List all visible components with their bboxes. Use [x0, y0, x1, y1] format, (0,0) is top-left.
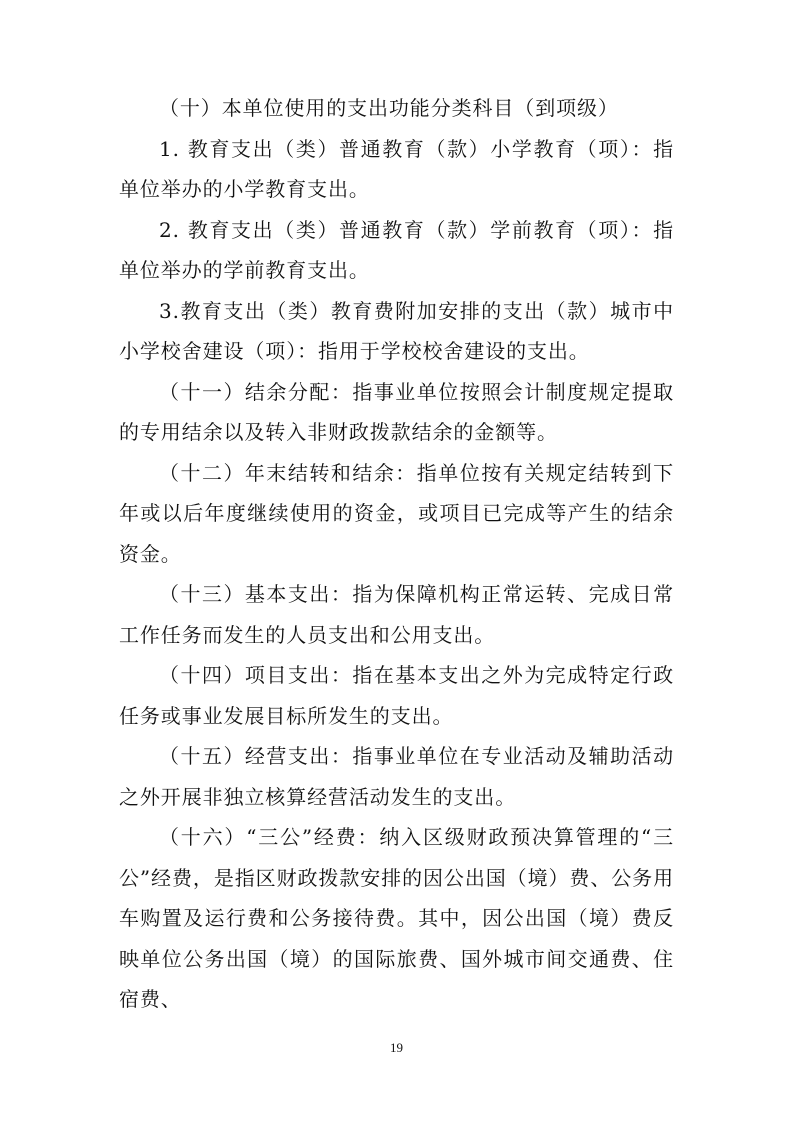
paragraph-12: （十二）年末结转和结余：指单位按有关规定结转到下年或以后年度继续使用的资金，或项目已完成等产生的结余资金。	[119, 460, 674, 566]
paragraph-14: （十四）项目支出：指在基本支出之外为完成特定行政任务或事业发展目标所发生的支出。	[119, 663, 674, 728]
paragraph-10: （十）本单位使用的支出功能分类科目（到项级）	[159, 96, 619, 120]
paragraph-13: （十三）基本支出：指为保障机构正常运转、完成日常工作任务而发生的人员支出和公用支出。	[119, 582, 674, 647]
paragraph-item-3: 3.教育支出（类）教育费附加安排的支出（款）城市中小学校舍建设（项）：指用于学校校舍建设的支出。	[119, 298, 674, 363]
paragraph-15: （十五）经营支出：指事业单位在专业活动及辅助活动之外开展非独立核算经营活动发生的支出。	[119, 744, 674, 809]
paragraph-16: （十六）“三公”经费：纳入区级财政预决算管理的“三公”经费，是指区财政拨款安排的因公出国（境）费、公务用车购置及运行费和公务接待费。其中，因公出国（境）费反映单位公务出国（境）的国际旅费、国外城市间交通费、住宿费、	[119, 825, 674, 1011]
paragraph-item-2: 2. 教育支出（类）普通教育（款）学前教育（项）：指单位举办的学前教育支出。	[119, 217, 674, 282]
document-body	[119, 88, 674, 1020]
page-number: 19	[390, 1040, 403, 1055]
paragraph-item-1: 1. 教育支出（类）普通教育（款）小学教育（项）：指单位举办的小学教育支出。	[119, 136, 674, 201]
paragraph-11: （十一）结余分配：指事业单位按照会计制度规定提取的专用结余以及转入非财政拨款结余的金额等。	[119, 379, 674, 444]
